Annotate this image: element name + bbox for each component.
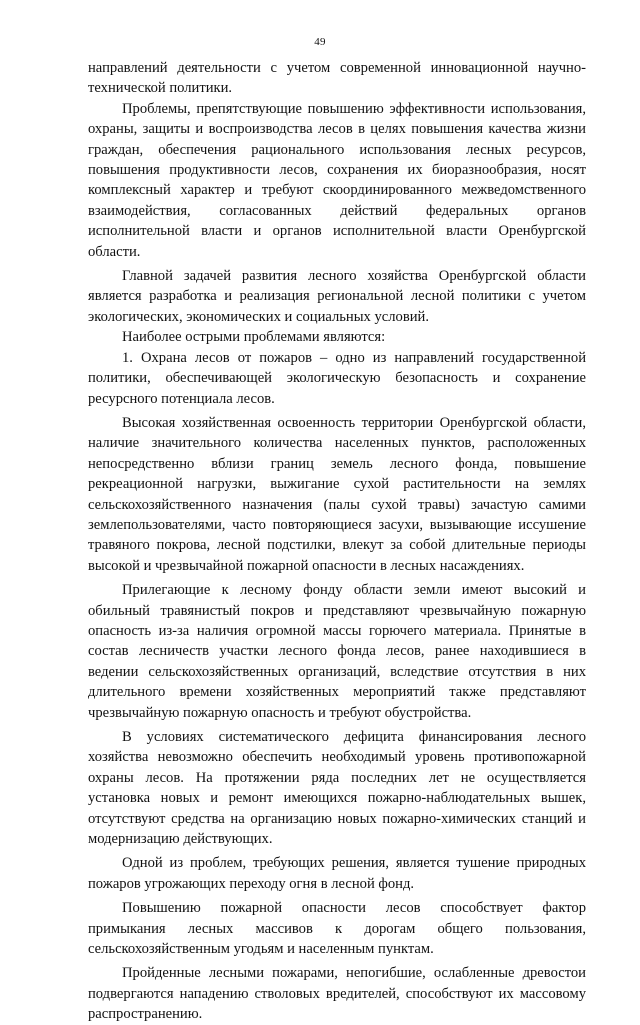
paragraph-problems-overview: Проблемы, препятствующие повышению эффективности использования, охраны, защиты и воспроизводства лесов в целях повышения качества жизни граждан, обеспечения рационального использования лесных ресурсов, повышения продуктивности лесов, сохранения их биоразнообразия, носят комплексный характер и требуют скоординированного межведомственного взаимодействия, согласованных действий федеральных органов исполнительной власти и органов исполнительной власти Оренбургской области. — [88, 100, 586, 260]
paragraph-funding-deficit: В условиях систематического дефицита финансирования лесного хозяйства невозможно обеспечить необходимый уровень противопожарной охраны лесов. На протяжении ряда последних лет не осуществляется установка новых и ремонт имеющихся пожарно-наблюдательных вышек, отсутствуют средства на организацию новых пожарно-химических станций и модернизацию действующих. — [88, 729, 586, 848]
paragraph-fire-protection: 1. Охрана лесов от пожаров – одно из направлений государственной политики, обеспечивающей экологическую безопасность и сохранение ресурсного потенциала лесов. — [88, 349, 586, 407]
paragraph-natural-fires: Одной из проблем, требующих решения, является тушение природных пожаров угрожающих переходу огня в лесной фонд. — [88, 855, 586, 892]
page-number: 49 — [314, 36, 326, 48]
paragraph-continuation: направлений деятельности с учетом современной инновационной научно-технической политики. — [88, 60, 586, 97]
paragraph-high-development: Высокая хозяйственная освоенность территории Оренбургской области, наличие значительного количества населенных пунктов, расположенных непосредственно вблизи границ земель лесного фонда, повышение рекреационной нагрузки, выжигание сухой растительности на землях сельскохозяйственного назначения (палы сухой травы) зачастую самими землепользователями, часто повторяющиеся засухи, вызывающие иссушение травяного покрова, лесной подстилки, влекут за собой длительные периоды высокой и чрезвычайной пожарной опасности в лесных насаждениях. — [88, 414, 586, 574]
document-body — [88, 58, 586, 1025]
paragraph-adjacent-lands: Прилегающие к лесному фонду области земли имеют высокий и обильный травянистый покров и представляют чрезвычайную пожарную опасность из-за наличия огромной массы горючего материала. Принятые в состав лесничеств участки лесного фонда лесов, ранее находившиеся в ведении сельскохозяйственных организаций, вследствие отсутствия в них длительного времени хозяйственных мероприятий также представляют чрезвычайную пожарную опасность и требуют обустройства. — [88, 582, 586, 721]
paragraph-road-adjacency: Повышению пожарной опасности лесов способствует фактор примыкания лесных массивов к дорогам общего пользования, сельскохозяйственным угодьям и населенным пунктам. — [88, 900, 586, 958]
paragraph-acute-problems-heading: Наиболее острыми проблемами являются: — [122, 329, 386, 346]
paragraph-main-task: Главной задачей развития лесного хозяйства Оренбургской области является разработка и реализация региональной лесной политики с учетом экологических, экономических и социальных условий. — [88, 268, 586, 325]
paragraph-weakened-stands: Пройденные лесными пожарами, непогибшие, ослабленные древостои подвергаются нападению стволовых вредителей, способствуют их массовому распространению. — [88, 965, 586, 1023]
